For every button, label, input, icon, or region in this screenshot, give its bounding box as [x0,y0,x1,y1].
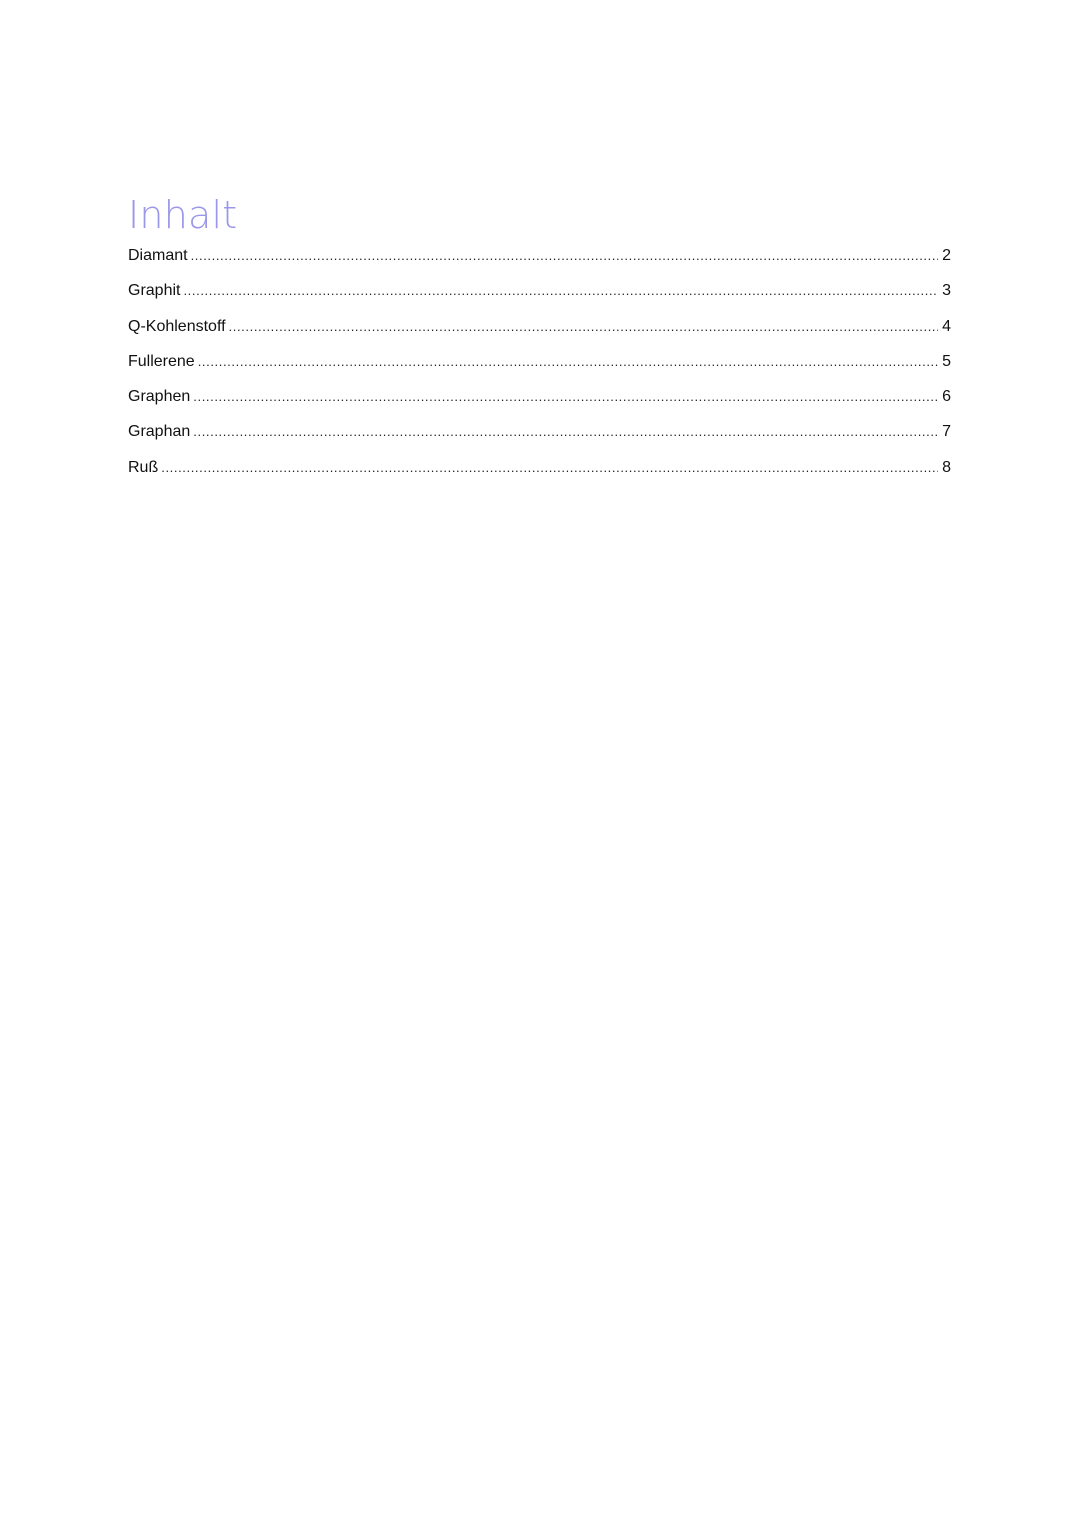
toc-page-number: 3 [942,282,951,300]
toc-entry-russ[interactable] [128,459,951,494]
dot-leader [198,354,938,369]
toc-page-number: 5 [942,352,951,370]
toc-page-number: 7 [942,423,951,441]
toc-entry-label: Graphit [128,282,181,300]
dot-leader [161,460,938,475]
dot-leader [183,283,938,298]
dot-leader [193,389,938,404]
toc-entry-graphan[interactable] [128,423,951,458]
toc-page-number: 4 [942,317,951,335]
toc-page-number: 2 [942,247,951,264]
toc-entry-fullerene[interactable] [128,353,951,388]
toc-page-number: 8 [942,458,951,476]
toc-entry-label: Graphan [128,423,191,441]
dot-leader [229,319,938,334]
dot-leader [191,248,938,263]
toc-entry-diamant[interactable] [128,247,951,282]
toc-entry-label: Diamant [128,247,188,264]
toc-entry-label: Graphen [128,388,191,406]
toc-entry-graphen[interactable] [128,388,951,423]
toc-entry-label: Ruß [128,458,159,476]
toc-entry-label: Fullerene [128,352,195,370]
toc-heading: Inhalt [128,193,238,237]
table-of-contents [128,247,951,494]
toc-entry-graphit[interactable] [128,282,951,317]
toc-page-number: 6 [942,388,951,406]
dot-leader [193,424,938,439]
toc-entry-label: Q-Kohlenstoff [128,317,226,335]
toc-entry-q-kohlenstoff[interactable] [128,318,951,353]
